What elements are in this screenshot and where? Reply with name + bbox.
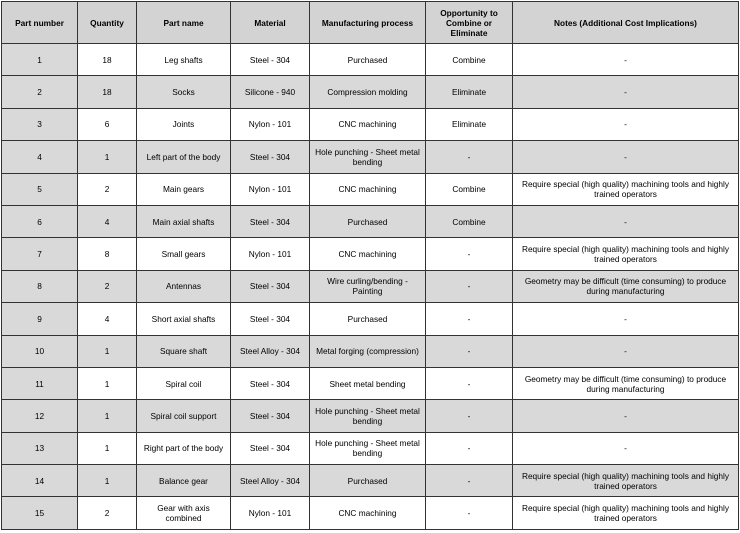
table-row — [2, 141, 739, 173]
cell-material: Nylon - 101 — [231, 173, 310, 205]
cell-part-number: 6 — [2, 205, 78, 237]
cell-process: Purchased — [310, 205, 426, 237]
cell-part-number: 8 — [2, 270, 78, 302]
table-row — [2, 108, 739, 140]
cell-material: Steel - 304 — [231, 205, 310, 237]
cell-material: Silicone - 940 — [231, 76, 310, 108]
cell-quantity: 1 — [78, 432, 137, 464]
cell-opportunity: - — [426, 270, 513, 302]
cell-process: CNC machining — [310, 108, 426, 140]
cell-process: Purchased — [310, 303, 426, 335]
cell-part-number: 3 — [2, 108, 78, 140]
cell-material: Nylon - 101 — [231, 108, 310, 140]
cell-notes: Require special (high quality) machining tools and highly trained operators — [513, 238, 739, 270]
cell-notes: Require special (high quality) machining tools and highly trained operators — [513, 497, 739, 529]
header-manufacturing-process: Manufacturing process — [310, 2, 426, 44]
cell-part-number: 13 — [2, 432, 78, 464]
cell-opportunity: - — [426, 367, 513, 399]
cell-part-number: 1 — [2, 44, 78, 76]
table-row — [2, 173, 739, 205]
cell-quantity: 4 — [78, 205, 137, 237]
cell-quantity: 6 — [78, 108, 137, 140]
cell-quantity: 2 — [78, 173, 137, 205]
cell-part-name: Antennas — [137, 270, 231, 302]
table-row — [2, 432, 739, 464]
cell-quantity: 2 — [78, 270, 137, 302]
cell-notes: - — [513, 303, 739, 335]
cell-quantity: 8 — [78, 238, 137, 270]
cell-process: Metal forging (compression) — [310, 335, 426, 367]
table-row — [2, 238, 739, 270]
cell-process: Wire curling/bending - Painting — [310, 270, 426, 302]
cell-part-number: 7 — [2, 238, 78, 270]
cell-part-name: Gear with axis combined — [137, 497, 231, 529]
cell-process: Hole punching - Sheet metal bending — [310, 432, 426, 464]
cell-notes: - — [513, 205, 739, 237]
cell-quantity: 18 — [78, 44, 137, 76]
cell-notes: - — [513, 141, 739, 173]
cell-notes: Geometry may be difficult (time consuming) to produce during manufacturing — [513, 367, 739, 399]
table-row — [2, 270, 739, 302]
cell-part-number: 4 — [2, 141, 78, 173]
cell-opportunity: - — [426, 238, 513, 270]
cell-opportunity: Eliminate — [426, 76, 513, 108]
cell-material: Nylon - 101 — [231, 497, 310, 529]
cell-notes: - — [513, 44, 739, 76]
cell-notes: - — [513, 432, 739, 464]
cell-material: Steel - 304 — [231, 270, 310, 302]
cell-process: Sheet metal bending — [310, 367, 426, 399]
cell-material: Nylon - 101 — [231, 238, 310, 270]
cell-quantity: 1 — [78, 141, 137, 173]
cell-part-name: Main axial shafts — [137, 205, 231, 237]
cell-notes: - — [513, 76, 739, 108]
cell-opportunity: - — [426, 303, 513, 335]
cell-process: Purchased — [310, 465, 426, 497]
cell-part-name: Small gears — [137, 238, 231, 270]
cell-quantity: 18 — [78, 76, 137, 108]
cell-part-number: 15 — [2, 497, 78, 529]
cell-material: Steel - 304 — [231, 303, 310, 335]
cell-part-number: 12 — [2, 400, 78, 432]
cell-notes: - — [513, 400, 739, 432]
header-row — [2, 2, 739, 44]
table-row — [2, 76, 739, 108]
cell-opportunity: - — [426, 432, 513, 464]
parts-table — [1, 1, 739, 530]
cell-opportunity: - — [426, 465, 513, 497]
cell-process: CNC machining — [310, 497, 426, 529]
cell-opportunity: - — [426, 335, 513, 367]
cell-part-name: Socks — [137, 76, 231, 108]
table-row — [2, 400, 739, 432]
cell-part-name: Spiral coil support — [137, 400, 231, 432]
cell-notes: - — [513, 108, 739, 140]
cell-part-number: 11 — [2, 367, 78, 399]
cell-part-name: Left part of the body — [137, 141, 231, 173]
cell-part-number: 10 — [2, 335, 78, 367]
header-part-number: Part number — [2, 2, 78, 44]
cell-material: Steel - 304 — [231, 432, 310, 464]
cell-process: CNC machining — [310, 173, 426, 205]
table-row — [2, 205, 739, 237]
table-row — [2, 497, 739, 529]
cell-quantity: 4 — [78, 303, 137, 335]
cell-process: CNC machining — [310, 238, 426, 270]
header-material: Material — [231, 2, 310, 44]
cell-opportunity: Eliminate — [426, 108, 513, 140]
cell-material: Steel Alloy - 304 — [231, 465, 310, 497]
table-row — [2, 303, 739, 335]
cell-notes: - — [513, 335, 739, 367]
table-row — [2, 367, 739, 399]
cell-process: Hole punching - Sheet metal bending — [310, 141, 426, 173]
cell-quantity: 1 — [78, 335, 137, 367]
cell-material: Steel Alloy - 304 — [231, 335, 310, 367]
cell-notes: Geometry may be difficult (time consuming) to produce during manufacturing — [513, 270, 739, 302]
header-opportunity: Opportunity to Combine or Eliminate — [426, 2, 513, 44]
cell-part-name: Spiral coil — [137, 367, 231, 399]
cell-part-name: Short axial shafts — [137, 303, 231, 335]
cell-part-name: Square shaft — [137, 335, 231, 367]
cell-part-name: Right part of the body — [137, 432, 231, 464]
cell-part-name: Joints — [137, 108, 231, 140]
cell-material: Steel - 304 — [231, 400, 310, 432]
cell-opportunity: Combine — [426, 44, 513, 76]
cell-part-name: Leg shafts — [137, 44, 231, 76]
header-notes: Notes (Additional Cost Implications) — [513, 2, 739, 44]
cell-process: Hole punching - Sheet metal bending — [310, 400, 426, 432]
cell-part-name: Main gears — [137, 173, 231, 205]
table-row — [2, 44, 739, 76]
cell-material: Steel - 304 — [231, 367, 310, 399]
cell-opportunity: - — [426, 141, 513, 173]
cell-quantity: 2 — [78, 497, 137, 529]
cell-notes: Require special (high quality) machining tools and highly trained operators — [513, 173, 739, 205]
cell-part-name: Balance gear — [137, 465, 231, 497]
cell-part-number: 14 — [2, 465, 78, 497]
table-row — [2, 465, 739, 497]
cell-opportunity: - — [426, 400, 513, 432]
cell-process: Purchased — [310, 44, 426, 76]
cell-process: Compression molding — [310, 76, 426, 108]
header-part-name: Part name — [137, 2, 231, 44]
cell-quantity: 1 — [78, 367, 137, 399]
cell-opportunity: Combine — [426, 205, 513, 237]
cell-material: Steel - 304 — [231, 44, 310, 76]
cell-part-number: 9 — [2, 303, 78, 335]
cell-opportunity: Combine — [426, 173, 513, 205]
cell-quantity: 1 — [78, 465, 137, 497]
table-row — [2, 335, 739, 367]
cell-part-number: 5 — [2, 173, 78, 205]
cell-quantity: 1 — [78, 400, 137, 432]
header-quantity: Quantity — [78, 2, 137, 44]
cell-notes: Require special (high quality) machining tools and highly trained operators — [513, 465, 739, 497]
cell-opportunity: - — [426, 497, 513, 529]
cell-material: Steel - 304 — [231, 141, 310, 173]
cell-part-number: 2 — [2, 76, 78, 108]
